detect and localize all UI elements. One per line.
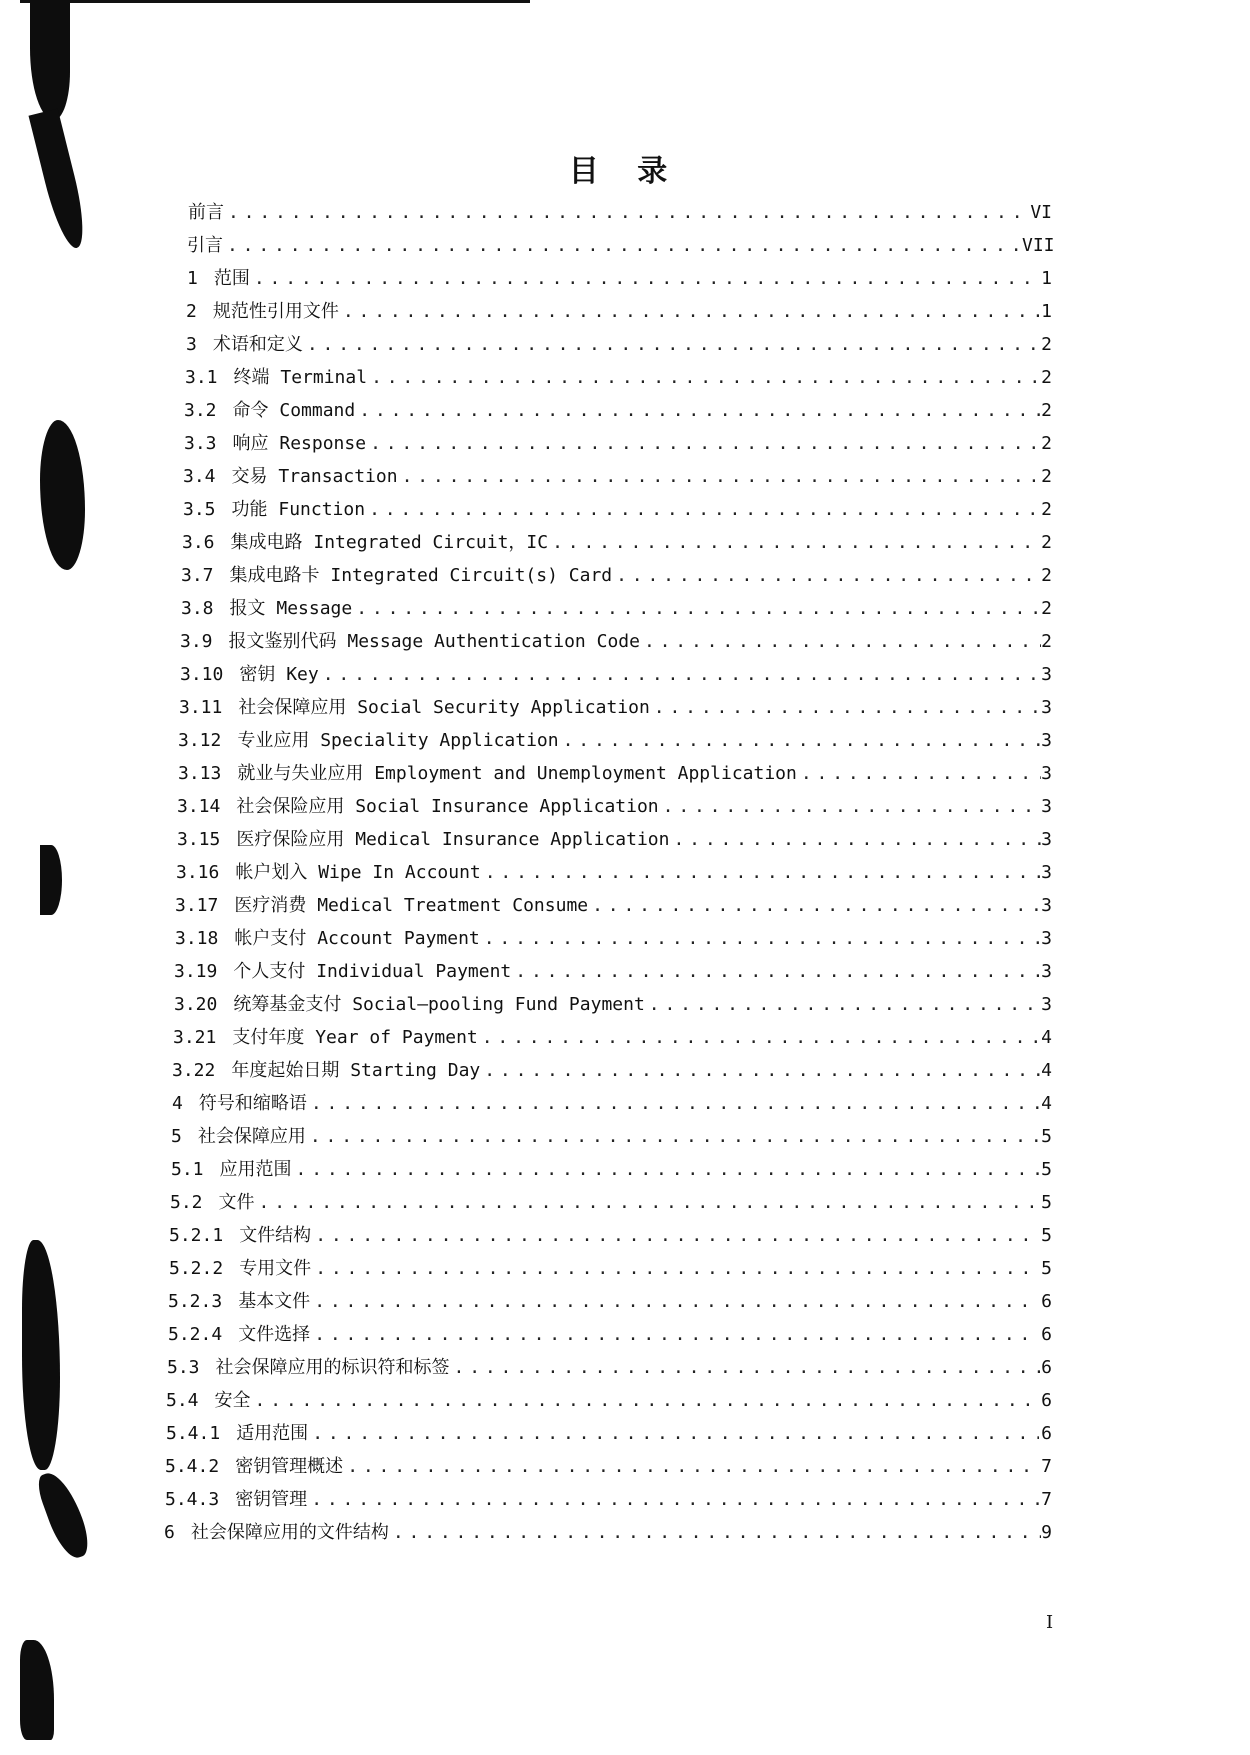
toc-entry-number: 3.8 bbox=[181, 598, 214, 619]
toc-entry[interactable] bbox=[176, 858, 1052, 886]
toc-entry-page: 1 bbox=[1041, 301, 1052, 322]
toc-entry-page: 2 bbox=[1041, 433, 1052, 454]
toc-entry-title: 密钥管理 bbox=[235, 1489, 308, 1510]
toc-entry-page: 2 bbox=[1041, 499, 1052, 520]
toc-entry-title: 命令 Command bbox=[232, 400, 356, 421]
toc-dot-leader bbox=[311, 1258, 1039, 1279]
toc-dot-leader bbox=[659, 796, 1042, 817]
toc-dot-leader bbox=[224, 202, 1030, 223]
toc-entry[interactable] bbox=[177, 825, 1052, 853]
toc-entry-number: 3.11 bbox=[179, 697, 223, 718]
toc-entry-page: 3 bbox=[1041, 961, 1052, 982]
toc-entry-page: 3 bbox=[1041, 895, 1052, 916]
toc-entry-title: 术语和定义 bbox=[212, 334, 303, 355]
toc-dot-leader bbox=[478, 1027, 1041, 1048]
toc-dot-leader bbox=[366, 433, 1040, 454]
toc-entry[interactable] bbox=[174, 957, 1052, 985]
scan-edge-mark bbox=[40, 845, 62, 915]
toc-entry-title: 应用范围 bbox=[219, 1159, 292, 1180]
toc-entry-title: 就业与失业应用 Employment and Unemployment Application bbox=[237, 763, 797, 784]
toc-entry-title: 个人支付 Individual Payment bbox=[233, 961, 512, 982]
toc-entry-number: 3.21 bbox=[173, 1027, 217, 1048]
toc-entry-page: 3 bbox=[1041, 928, 1052, 949]
toc-entry-number: 3.5 bbox=[183, 499, 216, 520]
toc-entry-title: 社会保险应用 Social Insurance Application bbox=[236, 796, 659, 817]
toc-dot-leader bbox=[250, 268, 1038, 289]
toc-dot-leader bbox=[355, 400, 1040, 421]
toc-entry[interactable] bbox=[187, 231, 1055, 259]
toc-entry-title: 规范性引用文件 bbox=[212, 301, 339, 322]
toc-dot-leader bbox=[319, 664, 1040, 685]
toc-entry[interactable] bbox=[179, 693, 1052, 721]
toc-dot-leader bbox=[669, 829, 1041, 850]
toc-entry-page: 2 bbox=[1041, 334, 1052, 355]
toc-dot-leader bbox=[307, 1489, 1039, 1510]
toc-entry[interactable] bbox=[186, 297, 1052, 325]
toc-entry-title: 支付年度 Year of Payment bbox=[232, 1027, 478, 1048]
toc-dot-leader bbox=[255, 1192, 1039, 1213]
toc-entry-number: 3.12 bbox=[178, 730, 222, 751]
toc-entry-title: 适用范围 bbox=[236, 1423, 309, 1444]
toc-entry-page: 3 bbox=[1041, 664, 1052, 685]
toc-entry-page: 6 bbox=[1041, 1423, 1052, 1444]
toc-entry[interactable] bbox=[184, 429, 1052, 457]
toc-entry[interactable] bbox=[165, 1452, 1052, 1480]
toc-entry-number: 5.2.4 bbox=[168, 1324, 223, 1345]
toc-entry-page: 5 bbox=[1041, 1126, 1052, 1147]
toc-dot-leader bbox=[645, 994, 1041, 1015]
toc-entry[interactable] bbox=[175, 924, 1052, 952]
toc-entry-title: 功能 Function bbox=[231, 499, 366, 520]
toc-entry[interactable] bbox=[168, 1320, 1052, 1348]
toc-dot-leader bbox=[797, 763, 1041, 784]
toc-dot-leader bbox=[398, 466, 1041, 487]
toc-dot-leader bbox=[548, 532, 1041, 553]
toc-entry-number: 3.20 bbox=[174, 994, 218, 1015]
toc-entry-title: 专用文件 bbox=[239, 1258, 312, 1279]
toc-dot-leader bbox=[480, 1060, 1041, 1081]
toc-entry[interactable] bbox=[171, 1122, 1052, 1150]
toc-dot-leader bbox=[352, 598, 1040, 619]
toc-entry[interactable] bbox=[183, 495, 1052, 523]
toc-entry[interactable] bbox=[174, 990, 1052, 1018]
toc-entry-number: 5.4.1 bbox=[166, 1423, 221, 1444]
toc-entry-title: 密钥管理概述 bbox=[235, 1456, 344, 1477]
page-title: 目 录 bbox=[568, 154, 682, 189]
toc-entry-title: 社会保障应用 Social Security Application bbox=[238, 697, 650, 718]
toc-entry-number: 3.14 bbox=[177, 796, 221, 817]
toc-entry[interactable] bbox=[169, 1221, 1052, 1249]
toc-dot-leader bbox=[311, 1225, 1039, 1246]
toc-entry[interactable] bbox=[188, 198, 1052, 226]
toc-entry-number: 5.2 bbox=[170, 1192, 203, 1213]
toc-entry-title: 范围 bbox=[213, 268, 250, 289]
toc-dot-leader bbox=[223, 235, 1022, 256]
toc-entry-title: 交易 Transaction bbox=[231, 466, 398, 487]
toc-entry-number: 6 bbox=[164, 1522, 175, 1543]
toc-entry-page: 2 bbox=[1041, 631, 1052, 652]
toc-entry[interactable] bbox=[166, 1386, 1052, 1414]
toc-entry-page: 7 bbox=[1041, 1489, 1052, 1510]
toc-dot-leader bbox=[450, 1357, 1042, 1378]
toc-entry-number: 3.7 bbox=[181, 565, 214, 586]
scan-edge-mark bbox=[40, 420, 85, 570]
toc-entry-title: 文件选择 bbox=[238, 1324, 311, 1345]
scan-edge-mark bbox=[20, 1640, 54, 1740]
scan-top-rule bbox=[20, 0, 530, 3]
toc-entry-title: 医疗保险应用 Medical Insurance Application bbox=[236, 829, 670, 850]
toc-dot-leader bbox=[389, 1522, 1041, 1543]
toc-entry-number: 3.9 bbox=[180, 631, 213, 652]
toc-entry-title: 社会保障应用的标识符和标签 bbox=[215, 1357, 450, 1378]
toc-entry[interactable] bbox=[178, 759, 1052, 787]
toc-entry-number: 5.4.3 bbox=[165, 1489, 220, 1510]
toc-entry[interactable] bbox=[177, 792, 1052, 820]
toc-entry-page: 5 bbox=[1041, 1192, 1052, 1213]
toc-entry[interactable] bbox=[184, 396, 1052, 424]
toc-entry-title: 响应 Response bbox=[232, 433, 367, 454]
toc-entry[interactable] bbox=[165, 1485, 1052, 1513]
scan-edge-mark bbox=[34, 1467, 95, 1563]
toc-entry-number: 5.1 bbox=[171, 1159, 204, 1180]
toc-entry[interactable] bbox=[178, 726, 1052, 754]
toc-entry-page: 7 bbox=[1041, 1456, 1052, 1477]
toc-entry[interactable] bbox=[173, 1023, 1052, 1051]
toc-entry-page: 2 bbox=[1041, 565, 1052, 586]
toc-entry-title: 符号和缩略语 bbox=[198, 1093, 307, 1114]
toc-entry-page: 6 bbox=[1041, 1291, 1052, 1312]
toc-dot-leader bbox=[339, 301, 1040, 322]
toc-dot-leader bbox=[306, 1126, 1039, 1147]
toc-dot-leader bbox=[480, 928, 1041, 949]
toc-entry-number: 5.4 bbox=[166, 1390, 199, 1411]
toc-dot-leader bbox=[310, 1291, 1039, 1312]
toc-entry[interactable] bbox=[167, 1353, 1052, 1381]
toc-entry-title: 社会保障应用 bbox=[197, 1126, 306, 1147]
toc-entry-title: 帐户支付 Account Payment bbox=[234, 928, 480, 949]
toc-entry[interactable] bbox=[187, 264, 1052, 292]
toc-entry-page: 3 bbox=[1041, 763, 1052, 784]
toc-entry-number: 3.16 bbox=[176, 862, 220, 883]
toc-entry-number: 1 bbox=[187, 268, 198, 289]
toc-entry-number: 3.18 bbox=[175, 928, 219, 949]
toc-dot-leader bbox=[511, 961, 1041, 982]
toc-entry-page: 2 bbox=[1041, 466, 1052, 487]
toc-entry-title: 文件 bbox=[218, 1192, 255, 1213]
toc-entry[interactable] bbox=[183, 462, 1052, 490]
toc-entry[interactable] bbox=[166, 1419, 1052, 1447]
toc-entry-title: 前言 bbox=[188, 202, 224, 223]
toc-entry-page: 3 bbox=[1041, 829, 1052, 850]
toc-entry-number: 5.2.1 bbox=[169, 1225, 224, 1246]
toc-entry-title: 专业应用 Speciality Application bbox=[237, 730, 559, 751]
toc-entry[interactable] bbox=[170, 1188, 1052, 1216]
toc-entry-page: 3 bbox=[1041, 796, 1052, 817]
toc-entry-number: 3.6 bbox=[182, 532, 215, 553]
toc-entry-number: 3.19 bbox=[174, 961, 218, 982]
page-number: I bbox=[1046, 1612, 1054, 1633]
toc-dot-leader bbox=[251, 1390, 1039, 1411]
toc-dot-leader bbox=[559, 730, 1042, 751]
toc-entry-title: 文件结构 bbox=[239, 1225, 312, 1246]
toc-entry-page: 2 bbox=[1041, 532, 1052, 553]
toc-dot-leader bbox=[481, 862, 1041, 883]
toc-entry-page: 2 bbox=[1041, 367, 1052, 388]
scan-edge-mark bbox=[22, 1240, 60, 1470]
toc-entry-title: 社会保障应用的文件结构 bbox=[190, 1522, 389, 1543]
toc-entry-title: 年度起始日期 Starting Day bbox=[231, 1060, 481, 1081]
toc-entry-page: 6 bbox=[1041, 1324, 1052, 1345]
toc-entry-page: 4 bbox=[1041, 1093, 1052, 1114]
toc-entry-number: 3.15 bbox=[177, 829, 221, 850]
toc-entry-title: 集成电路卡 Integrated Circuit(s) Card bbox=[229, 565, 613, 586]
toc-entry-title: 引言 bbox=[187, 235, 223, 256]
toc-entry-page: 6 bbox=[1041, 1390, 1052, 1411]
toc-dot-leader bbox=[588, 895, 1041, 916]
toc-entry-title: 安全 bbox=[214, 1390, 251, 1411]
toc-entry-number: 3.4 bbox=[183, 466, 216, 487]
toc-entry-page: 9 bbox=[1041, 1522, 1052, 1543]
toc-entry-page: 3 bbox=[1041, 994, 1052, 1015]
toc-entry-page: 1 bbox=[1041, 268, 1052, 289]
toc-entry-number: 3.10 bbox=[180, 664, 224, 685]
toc-entry-page: 3 bbox=[1041, 862, 1052, 883]
toc-dot-leader bbox=[367, 367, 1040, 388]
toc-entry[interactable] bbox=[180, 660, 1052, 688]
toc-entry-number: 5 bbox=[171, 1126, 182, 1147]
toc-entry-number: 3.22 bbox=[172, 1060, 216, 1081]
toc-dot-leader bbox=[310, 1324, 1039, 1345]
toc-entry-number: 3.13 bbox=[178, 763, 222, 784]
toc-entry-page: 3 bbox=[1041, 697, 1052, 718]
toc-entry[interactable] bbox=[171, 1155, 1052, 1183]
toc-entry[interactable] bbox=[164, 1518, 1052, 1546]
toc-entry-page: VI bbox=[1030, 202, 1052, 223]
toc-entry-title: 密钥 Key bbox=[239, 664, 319, 685]
toc-entry-title: 集成电路 Integrated Circuit，IC bbox=[230, 532, 549, 553]
toc-entry-page: VII bbox=[1022, 235, 1055, 256]
toc-entry-title: 报文 Message bbox=[229, 598, 353, 619]
toc-entry-page: 2 bbox=[1041, 598, 1052, 619]
toc-entry[interactable] bbox=[185, 363, 1052, 391]
toc-entry-page: 5 bbox=[1041, 1159, 1052, 1180]
toc-entry-number: 2 bbox=[186, 301, 197, 322]
toc-entry-page: 5 bbox=[1041, 1258, 1052, 1279]
toc-entry-page: 6 bbox=[1041, 1357, 1052, 1378]
toc-dot-leader bbox=[292, 1159, 1039, 1180]
toc-entry-title: 终端 Terminal bbox=[233, 367, 368, 388]
toc-entry[interactable] bbox=[172, 1056, 1052, 1084]
toc-entry-page: 3 bbox=[1041, 730, 1052, 751]
toc-dot-leader bbox=[343, 1456, 1040, 1477]
toc-entry-number: 3.3 bbox=[184, 433, 217, 454]
toc-entry[interactable] bbox=[172, 1089, 1052, 1117]
toc-entry-title: 报文鉴别代码 Message Authentication Code bbox=[228, 631, 640, 652]
toc-entry[interactable] bbox=[186, 330, 1052, 358]
toc-entry-number: 5.2.2 bbox=[169, 1258, 224, 1279]
toc-entry-number: 3.1 bbox=[185, 367, 218, 388]
toc-entry-number: 3.17 bbox=[175, 895, 219, 916]
toc-entry-title: 帐户划入 Wipe In Account bbox=[235, 862, 481, 883]
toc-entry-title: 基本文件 bbox=[238, 1291, 311, 1312]
toc-entry[interactable] bbox=[175, 891, 1052, 919]
toc-entry[interactable] bbox=[182, 528, 1052, 556]
toc-entry[interactable] bbox=[169, 1254, 1052, 1282]
toc-entry-number: 3.2 bbox=[184, 400, 217, 421]
toc-entry[interactable] bbox=[180, 627, 1052, 655]
toc-entry[interactable] bbox=[181, 594, 1052, 622]
toc-entry-number: 5.2.3 bbox=[168, 1291, 223, 1312]
scan-edge-mark bbox=[30, 0, 70, 120]
toc-entry-page: 4 bbox=[1041, 1027, 1052, 1048]
toc-entry-title: 统筹基金支付 Social—pooling Fund Payment bbox=[233, 994, 645, 1015]
toc-dot-leader bbox=[303, 334, 1039, 355]
toc-entry-number: 3 bbox=[186, 334, 197, 355]
toc-entry-page: 2 bbox=[1041, 400, 1052, 421]
toc-dot-leader bbox=[307, 1093, 1039, 1114]
toc-dot-leader bbox=[640, 631, 1041, 652]
toc-dot-leader bbox=[650, 697, 1041, 718]
toc-dot-leader bbox=[308, 1423, 1039, 1444]
toc-entry-title: 医疗消费 Medical Treatment Consume bbox=[234, 895, 589, 916]
toc-entry-page: 4 bbox=[1041, 1060, 1052, 1081]
toc-entry-number: 5.3 bbox=[167, 1357, 200, 1378]
toc-entry[interactable] bbox=[181, 561, 1052, 589]
toc-entry-page: 5 bbox=[1041, 1225, 1052, 1246]
toc-dot-leader bbox=[612, 565, 1041, 586]
toc-entry-number: 4 bbox=[172, 1093, 183, 1114]
toc-entry[interactable] bbox=[168, 1287, 1052, 1315]
toc-entry-number: 5.4.2 bbox=[165, 1456, 220, 1477]
toc-dot-leader bbox=[365, 499, 1040, 520]
